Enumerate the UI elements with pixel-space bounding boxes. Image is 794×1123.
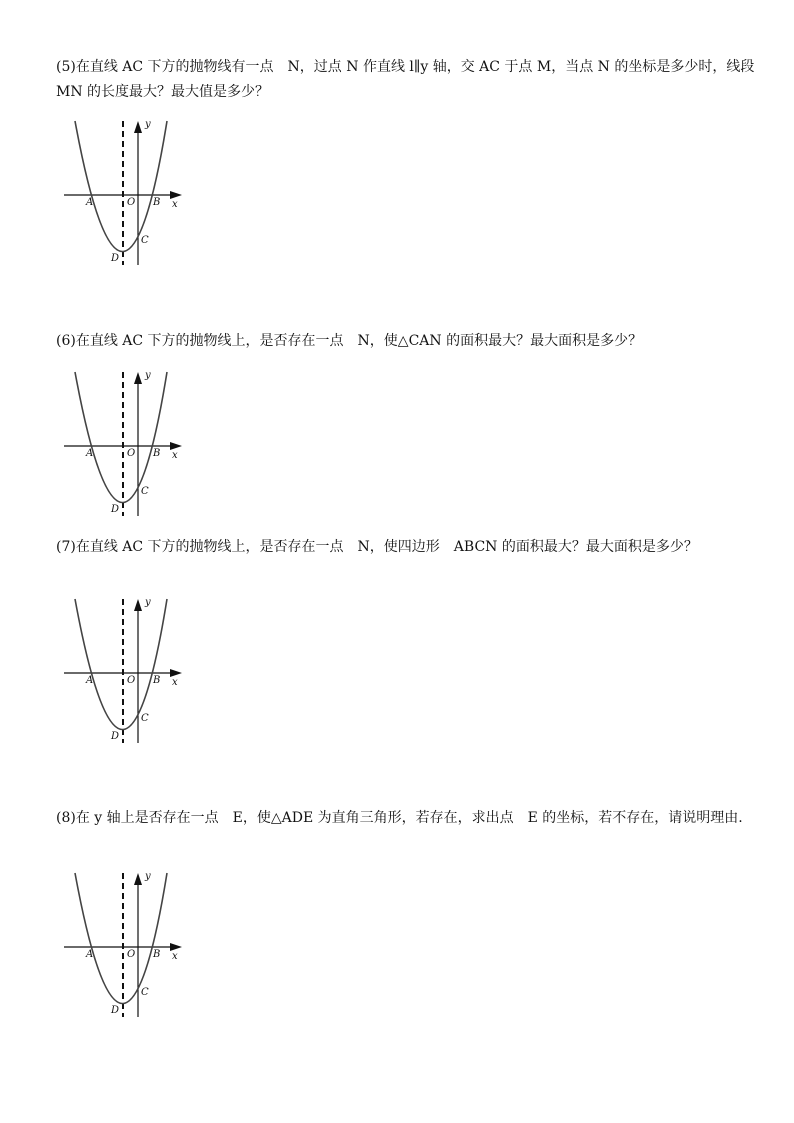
point-d-label: D — [111, 731, 120, 742]
point-a-label: A — [86, 675, 94, 686]
y-axis-label: y — [145, 370, 151, 381]
y-axis-arrow — [134, 372, 142, 384]
question-8-text: (8)在 y 轴上是否存在一点 E，使△ADE 为直角三角形，若存在，求出点 E 的坐标，若不存在，请说明理由. — [56, 810, 743, 826]
question-7-text: (7)在直线 AC 下方的抛物线上，是否存在一点 N，使四边形 ABCN 的面积最大？最大面积是多少？ — [56, 539, 698, 555]
point-a-label: A — [86, 197, 94, 208]
point-c-label: C — [141, 486, 149, 497]
y-axis-arrow — [134, 121, 142, 133]
x-axis-arrow — [170, 442, 182, 450]
question-5-text: (5)在直线 AC 下方的抛物线有一点 N，过点 N 作直线 l∥y 轴，交 AC 于点 M，当点 N 的坐标是多少时，线段 MN 的长度最大？最大值是多少？ — [56, 59, 769, 100]
x-axis-label: x — [172, 199, 178, 210]
point-a-label: A — [86, 949, 94, 960]
point-b-label: B — [153, 197, 161, 208]
y-axis-label: y — [145, 119, 151, 130]
point-c-label: C — [141, 987, 149, 998]
point-d-label: D — [111, 504, 120, 515]
parabola-curve — [75, 372, 167, 503]
x-axis-label: x — [172, 450, 178, 461]
x-axis-arrow — [170, 669, 182, 677]
parabola-figure-6 — [64, 366, 204, 526]
question-6-text: (6)在直线 AC 下方的抛物线上，是否存在一点 N，使△CAN 的面积最大？最大面积是多少？ — [56, 333, 643, 349]
parabola-figure-8 — [64, 867, 204, 1027]
parabola-figure-5 — [64, 115, 204, 275]
point-c-label: C — [141, 713, 149, 724]
point-d-label: D — [111, 1005, 120, 1016]
point-b-label: B — [153, 675, 161, 686]
y-axis-arrow — [134, 873, 142, 885]
x-axis-label: x — [172, 951, 178, 962]
origin-label: O — [127, 448, 136, 459]
x-axis-arrow — [170, 943, 182, 951]
parabola-curve — [75, 599, 167, 730]
point-a-label: A — [86, 448, 94, 459]
y-axis-arrow — [134, 599, 142, 611]
x-axis-arrow — [170, 191, 182, 199]
parabola-figure-7 — [64, 593, 204, 753]
point-d-label: D — [111, 253, 120, 264]
y-axis-label: y — [145, 871, 151, 882]
point-b-label: B — [153, 949, 161, 960]
origin-label: O — [127, 675, 136, 686]
point-b-label: B — [153, 448, 161, 459]
x-axis-label: x — [172, 677, 178, 688]
origin-label: O — [127, 949, 136, 960]
origin-label: O — [127, 197, 136, 208]
point-c-label: C — [141, 235, 149, 246]
parabola-curve — [75, 873, 167, 1004]
y-axis-label: y — [145, 597, 151, 608]
parabola-curve — [75, 121, 167, 252]
